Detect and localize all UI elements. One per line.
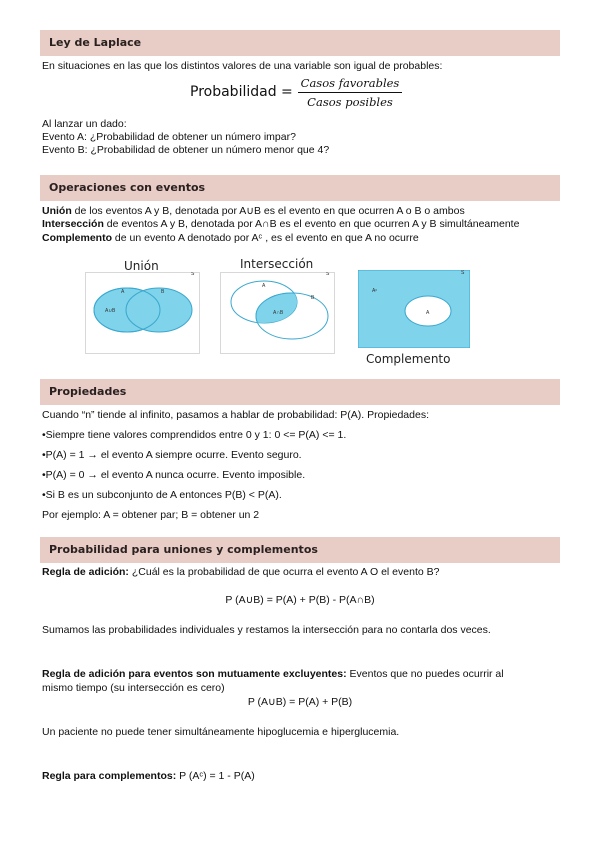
section-heading-propiedades: Propiedades — [40, 379, 560, 405]
intersection-label-s: S — [326, 272, 330, 277]
intersection-venn-diagram — [220, 272, 335, 354]
complement-label-s: S — [461, 270, 465, 276]
patient-example: Un paciente no puede tener simultáneamente hipoglucemia e hiperglucemia. — [42, 726, 400, 738]
union-term: Unión — [42, 205, 72, 217]
event-b-text: Evento B: ¿Probabilidad de obtener un número menor que 4? — [42, 144, 330, 156]
rule-exclusive-text-2: mismo tiempo (su intersección es cero) — [42, 682, 225, 694]
union-definition — [42, 205, 465, 218]
laplace-intro: En situaciones en las que los distintos valores de una variable son igual de probables: — [42, 60, 443, 72]
intersection-term: Intersección — [42, 218, 104, 230]
rule-addition-term: Regla de adición: — [42, 566, 129, 578]
propiedades-intro: Cuando “n” tiende al infinito, pasamos a hablar de probabilidad: P(A). Propiedades: — [42, 409, 429, 421]
complement-definition — [42, 232, 419, 245]
complement-label-ac: Aᶜ — [372, 288, 378, 294]
union-label-b: B — [161, 289, 165, 295]
event-a-text: Evento A: ¿Probabilidad de obtener un número impar? — [42, 131, 296, 143]
section-heading-laplace: Ley de Laplace — [40, 30, 560, 56]
rule-exclusive-text: Eventos que no puedes ocurrir al — [346, 668, 504, 680]
sum-explanation: Sumamos las probabilidades individuales y restamos la intersección para no contarla dos veces. — [42, 624, 491, 636]
rule-complement-text: P (Aᶜ) = 1 - P(A) — [176, 770, 255, 782]
section-heading-uniones: Probabilidad para uniones y complementos — [40, 537, 560, 563]
intersection-label-anb: A∩B — [273, 310, 284, 316]
union-text: de los eventos A y B, denotada por A∪B es el evento en que ocurren A o B o ambos — [71, 205, 465, 217]
rule-complement — [42, 770, 255, 783]
exclusive-formula: P (A∪B) = P(A) + P(B) — [247, 696, 353, 708]
union-label-s: S — [191, 272, 195, 277]
union-label-a: A — [121, 289, 125, 295]
laplace-formula — [190, 76, 430, 114]
rule-addition-text: ¿Cuál es la probabilidad de que ocurra el evento A O el evento B? — [128, 566, 440, 578]
union-diagram-title: Unión — [124, 259, 159, 273]
union-label-aub: A∪B — [105, 308, 116, 314]
formula-lhs: Probabilidad = — [190, 84, 293, 100]
dice-text: Al lanzar un dado: — [42, 118, 127, 130]
complement-term: Complemento — [42, 232, 113, 244]
union-venn-diagram — [85, 272, 200, 354]
section-heading-operaciones: Operaciones con eventos — [40, 175, 560, 201]
fraction-line — [298, 92, 402, 93]
propiedad-item: •P(A) = 0 → el evento A nunca ocurre. Evento imposible. — [42, 469, 306, 481]
intersection-text: de eventos A y B, denotada por A∩B es el evento en que ocurren A y B simultáneamente — [103, 218, 520, 230]
propiedad-item: •P(A) = 1 → el evento A siempre ocurre. Evento seguro. — [42, 449, 302, 461]
rule-complement-term: Regla para complementos: — [42, 770, 177, 782]
propiedad-item: •Siempre tiene valores comprendidos entre 0 y 1: 0 <= P(A) <= 1. — [42, 429, 347, 441]
propiedad-item: •Si B es un subconjunto de A entonces P(B) < P(A). — [42, 489, 282, 501]
rule-exclusive — [42, 668, 504, 681]
formula-numerator: Casos favorables — [300, 76, 400, 90]
addition-formula: P (A∪B) = P(A) + P(B) - P(A∩B) — [225, 594, 375, 606]
intersection-label-b: B — [311, 295, 315, 301]
intersection-definition — [42, 218, 519, 231]
formula-denominator: Casos posibles — [307, 95, 393, 109]
complement-venn-diagram — [358, 270, 470, 348]
complement-diagram-title: Complemento — [366, 352, 451, 366]
intersection-label-a: A — [262, 283, 266, 289]
complement-label-a: A — [426, 310, 430, 316]
rule-exclusive-term: Regla de adición para eventos son mutuamente excluyentes: — [42, 668, 347, 680]
rule-addition — [42, 566, 439, 579]
union-set-b — [126, 288, 192, 332]
intersection-diagram-title: Intersección — [240, 257, 314, 271]
complement-text: de un evento A denotado por Aᶜ , es el evento en que A no ocurre — [112, 232, 419, 244]
propiedades-example: Por ejemplo: A = obtener par; B = obtener un 2 — [42, 509, 260, 521]
